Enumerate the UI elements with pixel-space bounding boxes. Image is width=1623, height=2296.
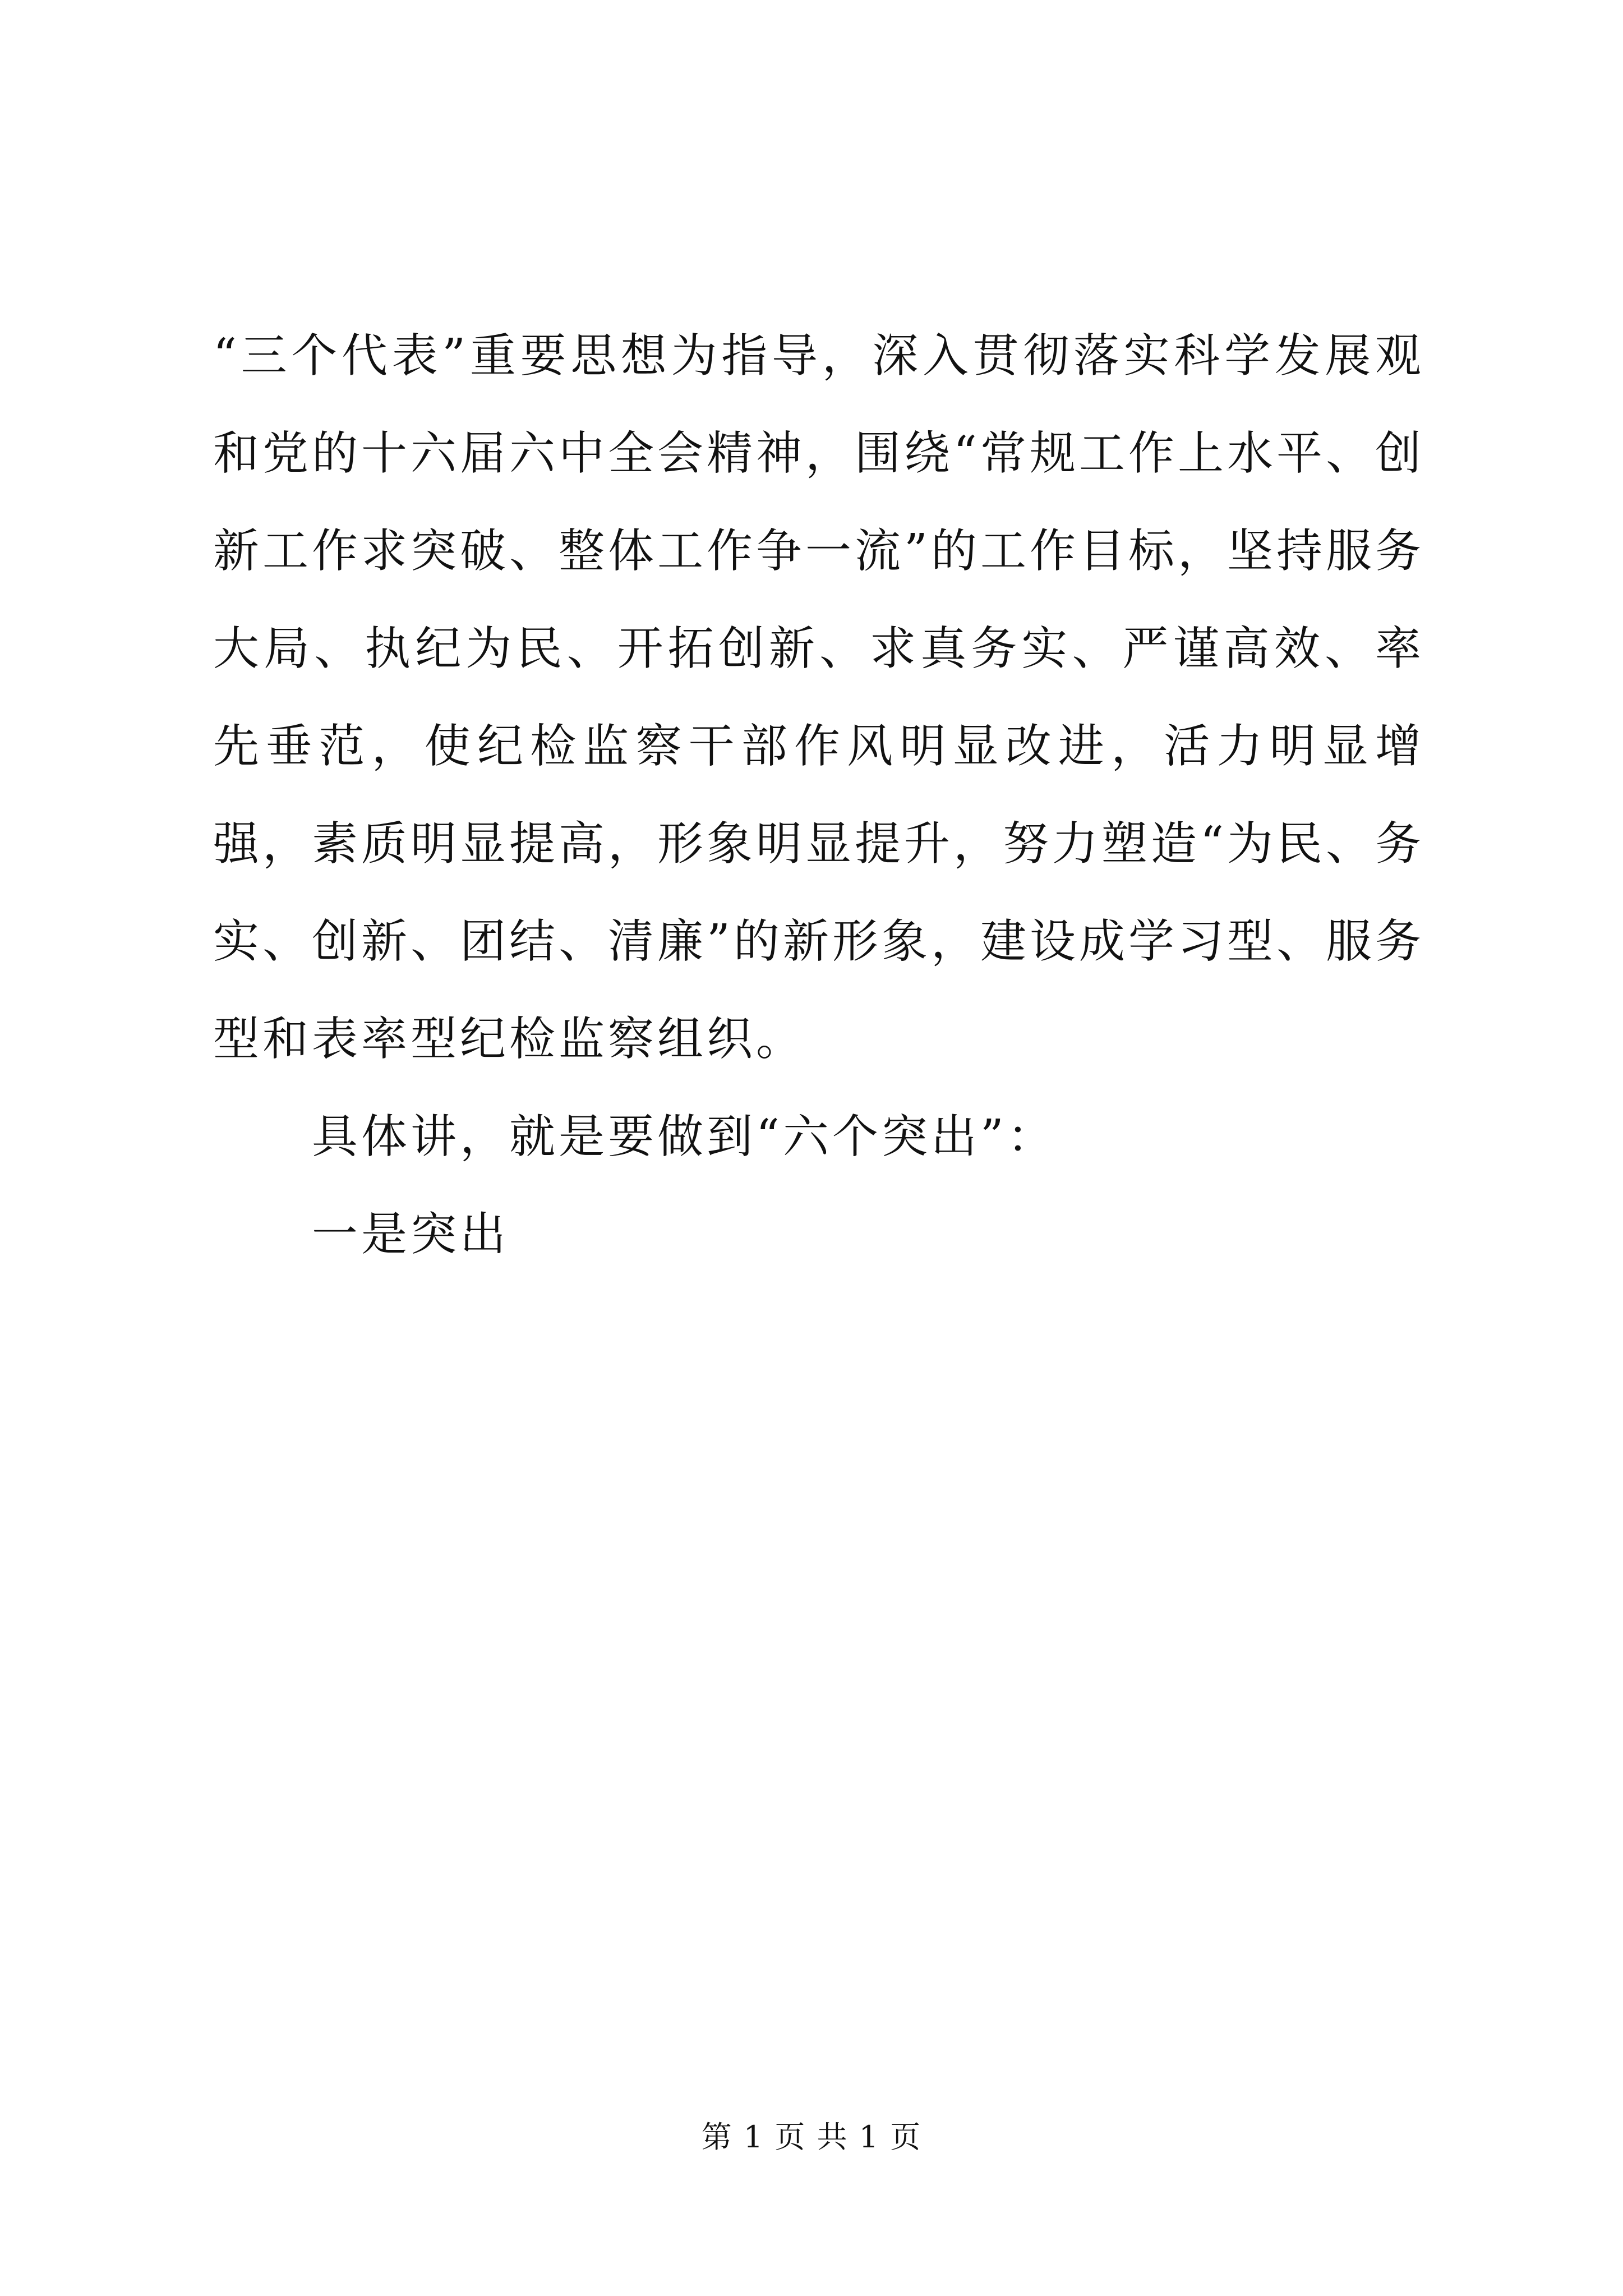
document-body bbox=[213, 307, 1424, 1283]
paragraph-first-highlight: 一是突出 bbox=[312, 1208, 510, 1261]
page-number-footer: 第 1 页 共 1 页 bbox=[701, 2119, 922, 2155]
paragraph-guiding-ideology: “三个代表”重要思想为指导，深入贯彻落实科学发展观和党的十六届六中全会精神，围绕“常规工作上水平、创新工作求突破、整体工作争一流”的工作目标，坚持服务大局、执纪为民、开拓创新、求真务实、严谨高效、率先垂范，使纪检监察干部作风明显改进，活力明显增强，素质明显提高，形象明显提升，努力塑造“为民、务实、创新、团结、清廉”的新形象，建设成学习型、服务型和表率型纪检监察组织。 bbox=[213, 329, 1424, 1066]
paragraph-six-highlights-intro: 具体讲，就是要做到“六个突出”： bbox=[312, 1110, 1057, 1163]
